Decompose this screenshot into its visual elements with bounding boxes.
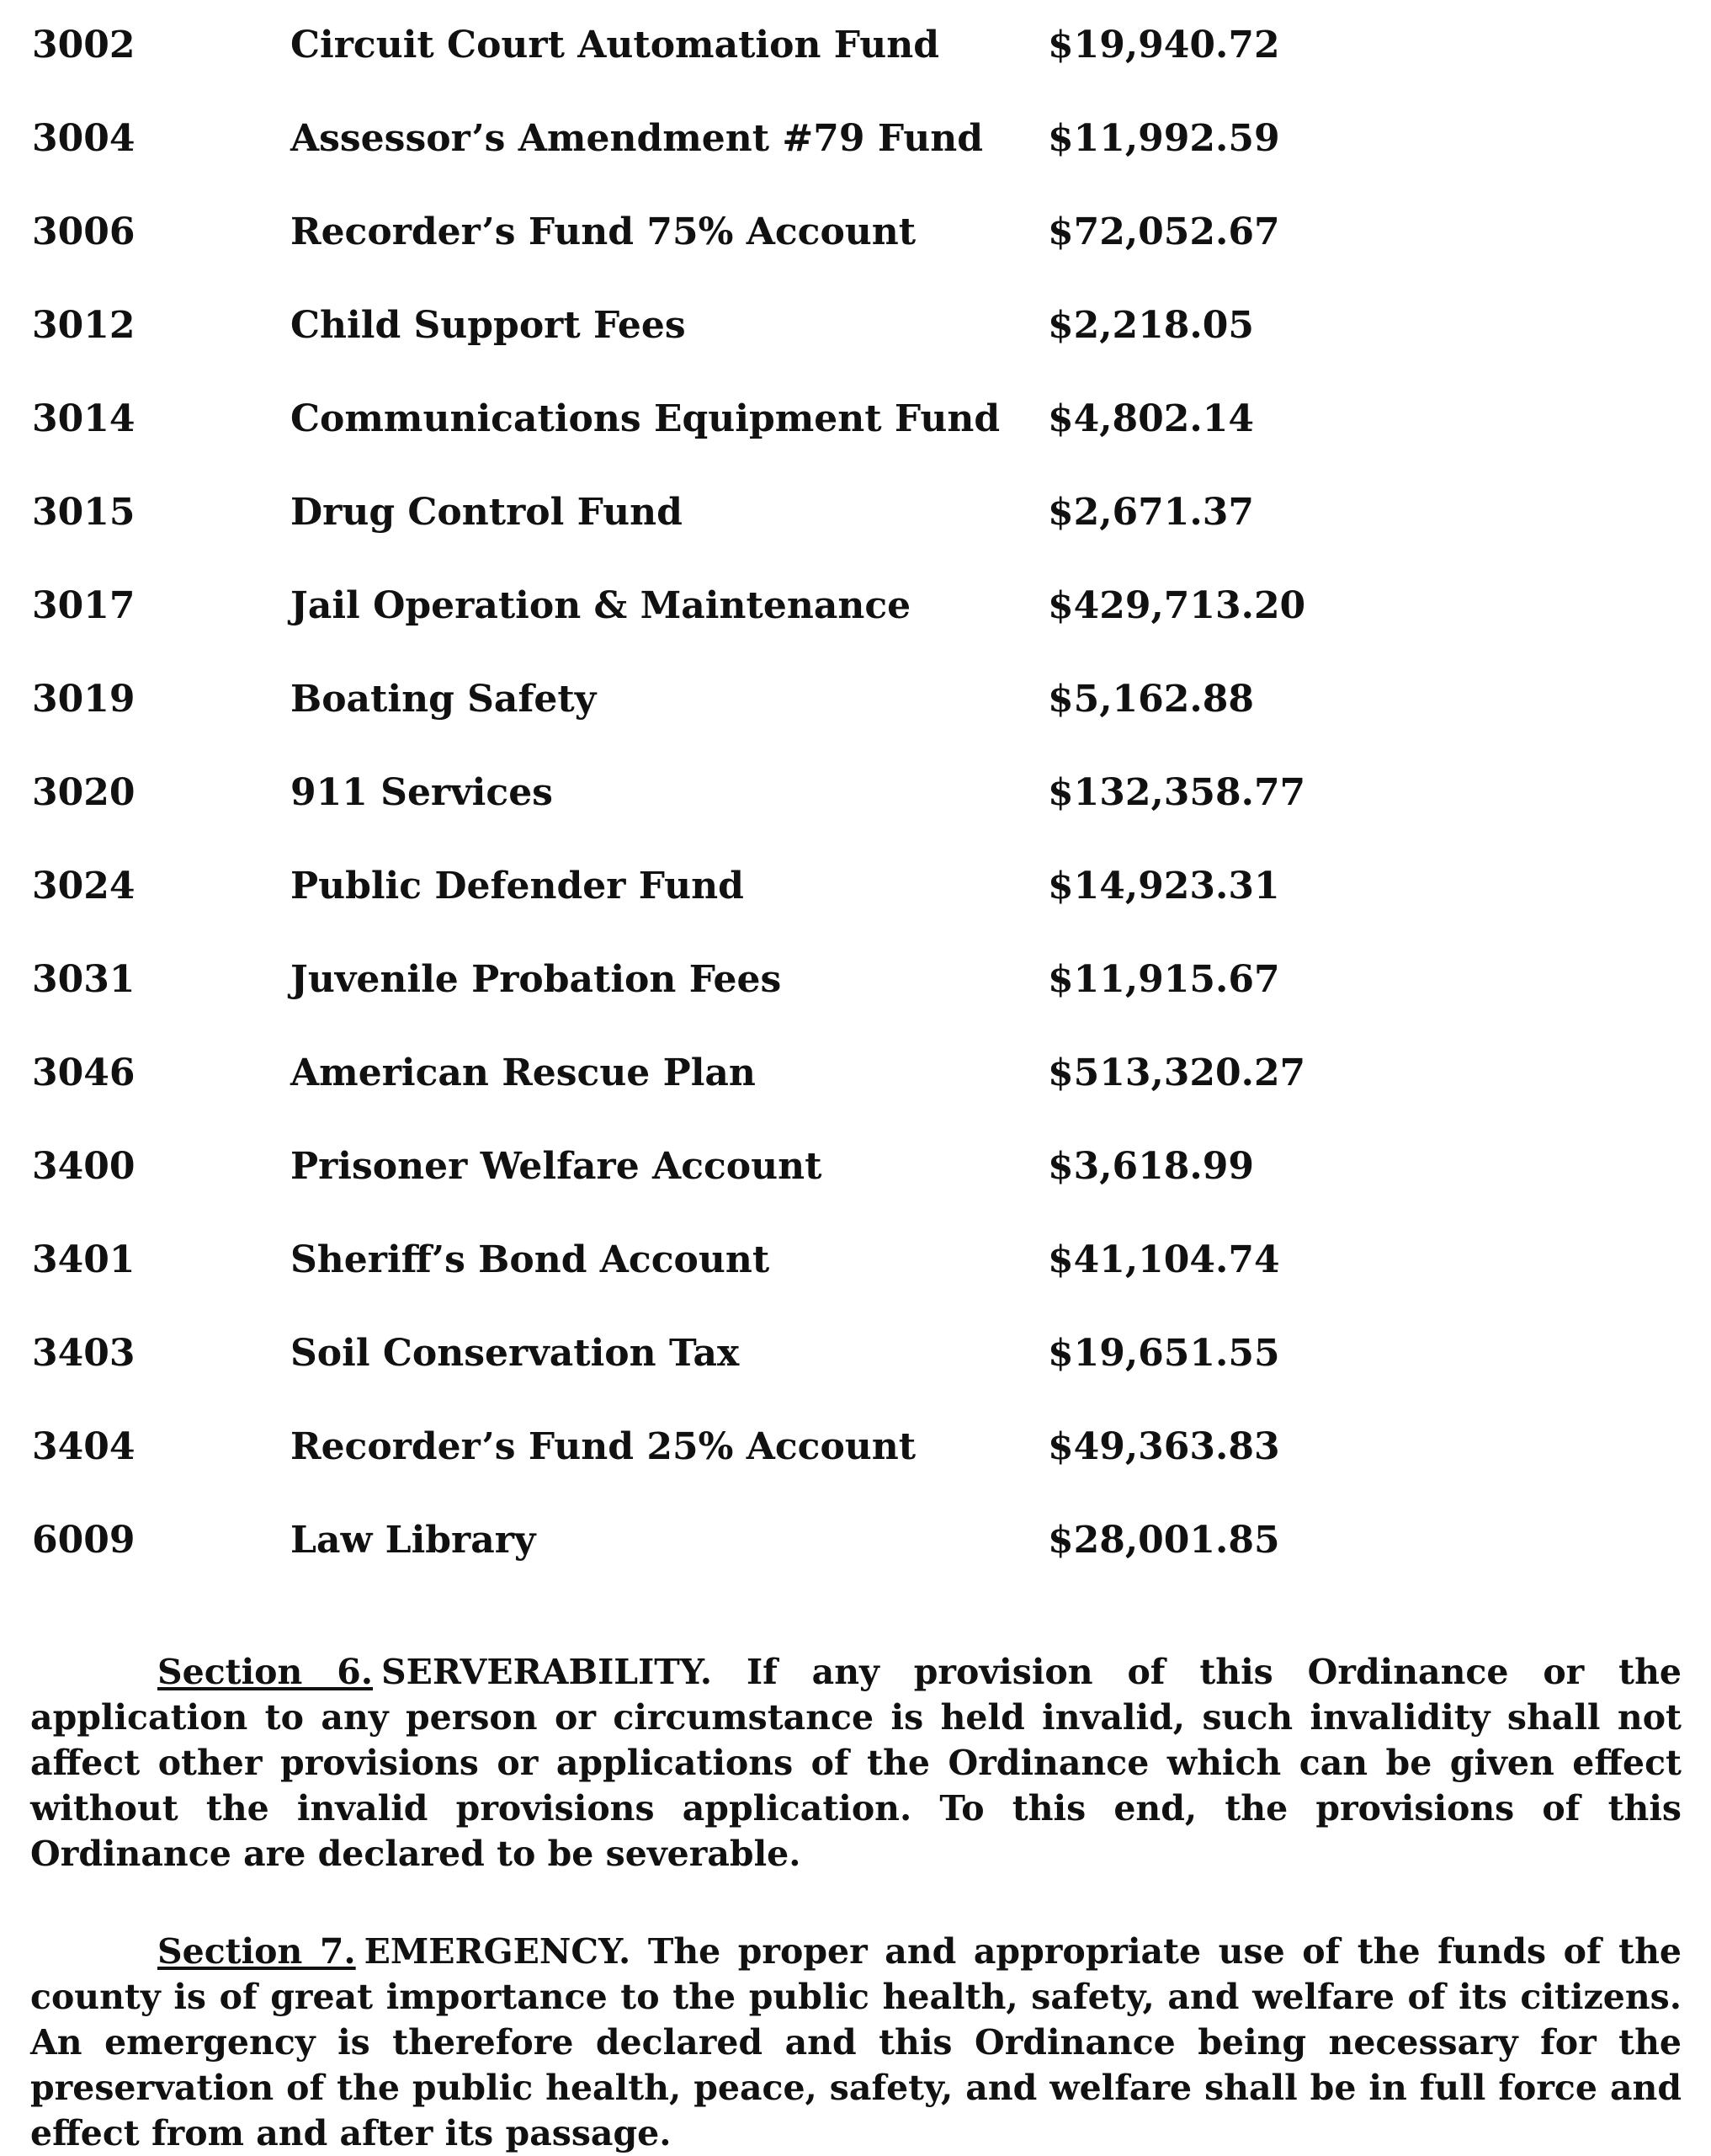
fund-row [32,766,1306,860]
fund-name: Juvenile Probation Fees [290,958,782,1001]
fund-number: 6009 [32,1519,135,1562]
fund-row [32,1046,1306,1140]
fund-row [32,19,1294,112]
fund-number: 3006 [32,210,135,253]
section-6-body: If any provision of this Ordinance or the application to any person or circumstance is held invalid, such invalidity shall not affect other provisions or applications of the Ordinance which can be given effect without the invalid provisions application. To this end, the provisions of this Ordinance are declared to be severable. [30,1652,1682,1874]
fund-row [32,579,1306,673]
fund-number: 3015 [32,491,135,534]
fund-amount: $19,940.72 [1048,24,1280,67]
fund-name: Jail Operation & Maintenance [290,584,911,627]
fund-number: 3002 [32,24,135,67]
fund-row [32,953,1294,1046]
fund-name: Assessor’s Amendment #79 Fund [290,117,984,160]
fund-number: 3017 [32,584,135,627]
fund-amount: $41,104.74 [1048,1238,1280,1281]
fund-name: Recorder’s Fund 75% Account [290,210,917,253]
section-6-heading: SERVERABILITY. [381,1652,713,1692]
fund-name: Prisoner Welfare Account [290,1145,822,1188]
fund-row [32,860,1294,953]
fund-row [32,112,1294,205]
section-7-body: The proper and appropriate use of the funds of the county is of great importance to the public health, safety, and welfare of its citizens. An emergency is therefore declared and this Ordinance being necessary for the preservation of the public health, peace, safety, and welfare shall be in full force and effect from and after its passage. [30,1931,1682,2153]
section-6-paragraph [30,1649,1682,1877]
fund-number: 3031 [32,958,135,1001]
fund-amount: $72,052.67 [1048,210,1280,253]
fund-amount: $5,162.88 [1048,678,1254,721]
fund-name: Circuit Court Automation Fund [290,24,940,67]
fund-amount: $19,651.55 [1048,1332,1280,1375]
fund-number: 3401 [32,1238,135,1281]
fund-amount: $11,915.67 [1048,958,1280,1001]
fund-row [32,392,1294,486]
section-7-heading: EMERGENCY. [364,1931,631,1972]
section-6-label: Section 6. [157,1652,374,1692]
fund-row [32,205,1294,299]
fund-number: 3004 [32,117,135,160]
fund-number: 3046 [32,1051,135,1094]
fund-name: Recorder’s Fund 25% Account [290,1425,917,1468]
fund-amount: $28,001.85 [1048,1519,1280,1562]
fund-row [32,299,1294,392]
fund-amount: $2,671.37 [1048,491,1254,534]
fund-row [32,1233,1294,1327]
fund-row [32,1420,1294,1514]
fund-number: 3020 [32,771,135,814]
fund-name: Sheriff’s Bond Account [290,1238,770,1281]
fund-amount: $429,713.20 [1048,584,1306,627]
fund-row [32,486,1294,579]
fund-table [32,19,1306,1607]
fund-number: 3400 [32,1145,135,1188]
fund-name: American Rescue Plan [290,1051,756,1094]
fund-row [32,1140,1294,1233]
fund-name: Drug Control Fund [290,491,683,534]
fund-number: 3024 [32,865,135,908]
fund-amount: $11,992.59 [1048,117,1280,160]
fund-number: 3012 [32,304,135,347]
fund-number: 3014 [32,397,135,440]
fund-name: Communications Equipment Fund [290,397,1001,440]
fund-amount: $132,358.77 [1048,771,1306,814]
section-7-paragraph [30,1929,1682,2156]
fund-amount: $2,218.05 [1048,304,1254,347]
fund-number: 3404 [32,1425,135,1468]
fund-row [32,1514,1294,1607]
fund-name: Law Library [290,1519,536,1562]
fund-amount: $4,802.14 [1048,397,1254,440]
fund-amount: $3,618.99 [1048,1145,1254,1188]
fund-number: 3403 [32,1332,135,1375]
fund-number: 3019 [32,678,135,721]
fund-amount: $49,363.83 [1048,1425,1280,1468]
fund-amount: $14,923.31 [1048,865,1280,908]
fund-row [32,673,1294,766]
fund-name: Child Support Fees [290,304,686,347]
fund-name: Soil Conservation Tax [290,1332,740,1375]
fund-name: Public Defender Fund [290,865,744,908]
fund-row [32,1327,1294,1420]
fund-name: Boating Safety [290,678,597,721]
section-7-label: Section 7. [157,1931,356,1972]
fund-amount: $513,320.27 [1048,1051,1306,1094]
fund-name: 911 Services [290,771,553,814]
